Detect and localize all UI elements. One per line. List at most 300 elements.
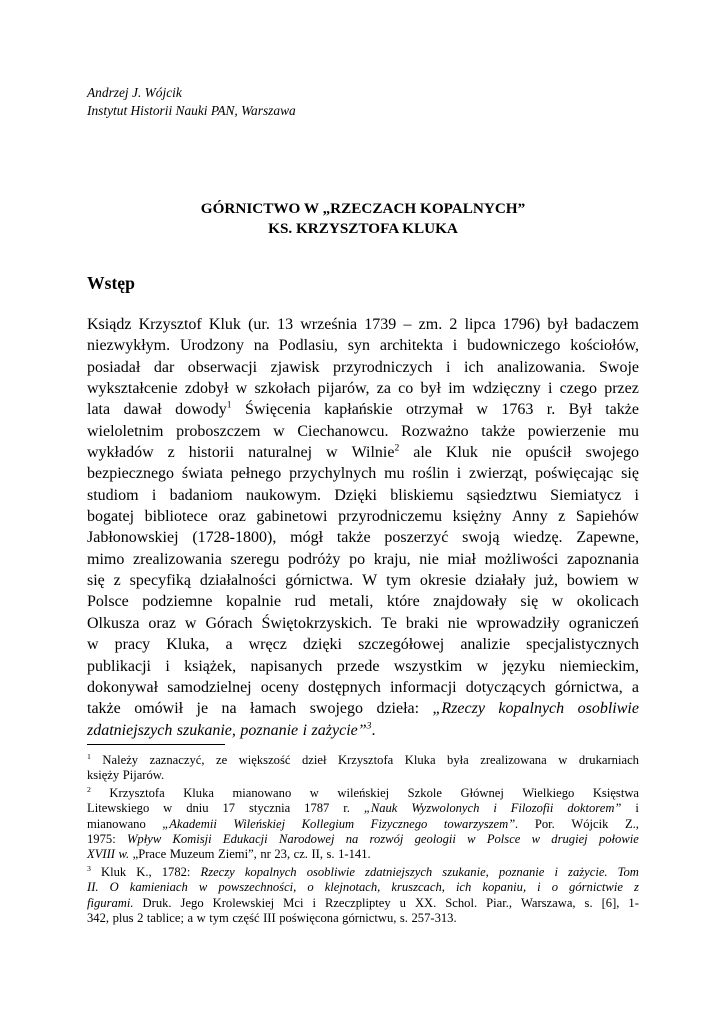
word: 1975: [87,831,116,846]
word: architekta [379,337,443,355]
word: wprowadziły [476,614,560,632]
word: z [558,508,566,526]
word: miał [447,550,476,568]
body-text-line [87,463,639,484]
body-text-line [87,570,639,591]
word: r. [343,801,350,816]
word: działalności [199,572,277,590]
word: „Nauk [363,801,398,816]
word: wręcz [248,636,287,654]
word: Należy [102,753,139,767]
word: Ksiądz [87,316,132,333]
word: Kluka [183,786,214,801]
word: swoją [462,529,500,547]
word: a [631,678,639,696]
word: kościołów, [570,337,639,355]
word: zrealizowana [480,753,547,767]
word: Krzysztofa [109,786,165,801]
word: (ur. [248,316,270,333]
footnote-line [87,896,639,911]
word: Rzeczy [200,865,235,880]
word: osobliwie [577,700,639,718]
word: (1728-1800), [192,529,277,547]
word: z [113,572,121,590]
word: cz. [293,847,308,862]
word: Siemiatycz [550,486,622,504]
word: Był [568,401,592,419]
footnote-line [87,865,639,880]
word: bliskiemu [390,486,454,504]
word: Jabłonowskiej [87,529,179,547]
footnote-2 [87,786,639,862]
paper-title [87,199,639,238]
word: podróży [288,550,341,568]
word: kopalnie [225,593,282,611]
word: kopalnych [498,700,565,718]
word: drugiej [551,831,588,846]
word: Druk. [142,895,172,910]
word: poznanie [240,721,299,739]
word: dzieł [301,753,327,767]
word: Wpływ [126,831,162,846]
word: pełnego [230,465,282,483]
footnote-marker: 1 [87,751,91,761]
word: także [605,401,639,419]
footnote-marker: 2 [394,442,400,454]
word: Pijarów. [122,768,165,783]
word: [6], [601,895,620,910]
word: i [547,380,553,398]
word: swojego [585,444,639,462]
word: w [627,572,639,590]
word: 2 [137,910,144,925]
word: wykładów [87,444,154,462]
word: bowiem [566,572,619,590]
word: Jego [180,895,204,910]
word: oraz [218,508,246,526]
word: zaznaczyć, [149,753,205,767]
word: plus [112,910,134,925]
word: je [196,700,209,718]
word: Narodowej [278,831,335,846]
word: rud [294,593,316,611]
word: poświęcona [279,910,339,925]
word: zjawisk [270,358,320,376]
body-text-line [87,720,639,741]
word: samodzielnej [167,678,252,696]
word: badaniom [169,486,233,504]
body-text-line [87,549,639,570]
word: doktorem” [567,801,622,816]
word: nie [447,614,468,632]
word: XVIII [87,847,115,862]
word: nie [491,444,512,462]
body-text-line [87,485,639,506]
word: za [376,380,391,398]
word: 342, [87,910,110,925]
word: przychylnych [289,465,377,483]
word: proboszczem [176,422,261,440]
word: towarzyszem”. [443,816,519,831]
word: w [198,880,208,895]
word: s. [399,910,408,925]
word: i [302,721,308,739]
word: Święcenia [244,401,311,419]
footnote-line [87,911,639,926]
word: specyfiką [129,572,191,590]
word: większość [238,753,291,767]
word: w [163,801,173,816]
word: ze [216,753,228,767]
word: i [452,337,458,355]
word: Krzysztofa [337,753,394,767]
word: książek, [184,657,237,675]
word: nie [419,550,439,568]
word: w [309,786,319,801]
footnote-marker: 3 [87,863,91,873]
word: Olkusza [87,614,140,632]
word: Piar., [486,895,512,910]
word: w [551,593,564,611]
word: obserwacji [187,358,258,376]
word: września [300,316,358,333]
word: otrzymał [406,401,463,419]
word: szukanie, [442,865,489,880]
word: studiom [87,486,139,504]
body-text-line [87,378,639,399]
word: zrealizowania [133,550,222,568]
word: i [446,358,451,376]
word: napisanych [250,657,323,675]
word: Litewskiego [87,801,150,816]
word: szkołach [254,380,311,398]
word: Wilnie$^2$ [351,442,400,462]
word: Anny [512,508,548,526]
word: naukowym. [245,486,322,504]
word: r. [546,401,556,419]
word: Świętokrzyskich. [261,614,373,632]
word: 1796) [502,316,541,333]
word: historii [188,444,235,462]
footnote-line [87,832,639,847]
body-text-line [87,506,639,527]
word: wszystkim [393,657,463,675]
word: ich [455,880,472,895]
word: Kluka, [166,636,210,654]
word: O [109,880,119,895]
word: dzieła: [376,700,420,718]
body-text-line [87,613,639,634]
word: swojego [309,700,364,718]
word: dawał [123,401,162,419]
word: szczegółowej [358,636,445,654]
word: Wileńskiej [233,816,286,831]
word: dniu [186,801,209,816]
word: przede [336,657,380,675]
word: wieloletnim [87,422,164,440]
word: mianowano [87,816,146,831]
word: II. [87,880,99,895]
footnote-separator [87,744,225,745]
word: kruszcach, [391,880,445,895]
word: ich [464,358,484,376]
word: czego [559,380,597,398]
word: górnictwa. [285,572,354,590]
word: analizie [460,636,511,654]
word: Sapiehów [575,508,639,526]
word: bibliotece [144,508,208,526]
word: dokonywał [87,678,159,696]
word: w [235,380,248,398]
word: powierzenie [527,422,606,440]
word: się [87,572,105,590]
word: zwierząt, [469,465,528,483]
word: i [312,895,316,910]
word: dostępnych [308,678,381,696]
section-heading: Wstęp [87,273,135,293]
word: zdatniejszych [365,865,433,880]
word: XX. [414,895,437,910]
word: tym [386,572,411,590]
word: W [362,572,378,590]
footnotes [87,753,639,929]
word: gabinetowi [256,508,328,526]
word: był [547,316,568,333]
body-text-line [87,421,639,442]
word: przyrodniczemu [338,508,443,526]
word: Kluk [100,865,127,880]
word: świata [181,465,223,483]
title-line-1: GÓRNICTWO W „RZECZACH KOPALNYCH” [200,200,526,217]
word: kraju, [373,550,411,568]
footnote-line [87,880,639,895]
word: także [87,700,121,718]
word: i [456,465,462,483]
word: Schol. [445,895,478,910]
word: część [232,910,260,925]
word: pijarów, [317,380,370,398]
word: tablice; [146,910,184,925]
footnote-line [87,817,639,832]
word: 1739 [364,316,397,333]
author-affiliation: Instytut Historii Nauki PAN, Warszawa [87,103,296,118]
word: księżny [452,508,502,526]
word: w [196,910,206,925]
word: przyrodniczych [333,358,433,376]
word: badaczem [575,316,639,333]
word: lipca [464,316,496,333]
footnote-3 [87,865,639,926]
word [87,753,91,768]
word: w [87,636,99,654]
word: metali, [329,593,374,611]
footnote-line [87,801,639,816]
word: wykształcenie [87,380,178,398]
word: mógł [290,529,324,547]
word: 2 [449,316,458,333]
word: „Akademii [162,816,217,831]
body-text-line [87,677,639,698]
word: tym [209,910,229,925]
word: księży [87,768,120,783]
word: pracy [114,636,151,654]
word: rozwój [369,831,404,846]
word: ograniczeń [568,614,639,632]
word: Księstwa [592,786,639,801]
footnote-line [87,768,639,783]
word: kopaniu, [482,880,527,895]
word: opuścił [525,444,572,462]
word: 1- [628,895,639,910]
word: możliwości [484,550,559,568]
word: oceny [260,678,299,696]
word: 1763 [501,401,534,419]
word: górnictwa, [554,678,623,696]
word: Kluk [208,316,241,333]
word: dzięki [302,636,342,654]
word: Ciechanowcu. [297,422,389,440]
word: Zapewne, [576,529,639,547]
word: i [151,486,157,504]
word: budowniczego [467,337,561,355]
word: Rzeczpliptey [324,895,391,910]
word: także [481,422,516,440]
footnote-marker: 1 [226,400,232,412]
word: co [398,380,414,398]
word: okresie [419,572,467,590]
word: braki [405,614,439,632]
word: analizowania. [497,358,586,376]
word: publikacji [87,657,151,675]
word: łamach [250,700,297,718]
word: zażycie”$^3$. [311,720,376,739]
word: Te [381,614,397,632]
word: bogatej [87,508,135,526]
word: i [493,801,497,816]
word: figurami. [87,895,134,910]
word: – [403,316,412,333]
author-name: Andrzej J. Wójcik [87,85,182,100]
word: Szkole [407,786,442,801]
word: które [386,593,420,611]
footnote-line [87,847,639,862]
word: Tom [617,865,639,880]
word: także [336,529,371,547]
footnote-marker: 2 [87,784,91,794]
word: lata [87,401,111,419]
footnote-marker: 3 [366,720,372,732]
word: ale [413,444,432,462]
word: Swoje [599,358,639,376]
word: Edukacji [222,831,268,846]
word: szeregu [230,550,280,568]
word: i [537,880,541,895]
word: stycznia [248,801,291,816]
word: Komisji [172,831,212,846]
word [87,786,91,801]
footnote-1 [87,753,639,784]
word: syn [347,337,370,355]
word: wiedzę. [513,529,563,547]
word: w [184,614,197,632]
word: dotyczących [465,678,546,696]
word: zdobył [184,380,229,398]
word: niezwykłym. [87,337,171,355]
body-text-line [87,442,639,463]
footnote-line [87,786,639,801]
word: z [633,880,639,895]
word: połowie [598,831,639,846]
word [87,865,91,880]
word: się [621,465,639,483]
word: zdatniejszych [87,721,173,739]
word: dar [153,358,175,376]
word: górnictwu, [342,910,397,925]
word: Ziemi”, [218,847,257,862]
word: poszerzyć [384,529,449,547]
word: okolicach [576,593,639,611]
body-paragraph [87,314,639,741]
word: w [531,831,541,846]
word: Muzeum [169,847,215,862]
word: u [399,895,406,910]
word: Wyzwolonych [411,801,480,816]
word: wdzięczny [472,380,541,398]
word: 1-141. [338,847,371,862]
word: z [167,444,175,462]
word: Podlasiu, [278,337,338,355]
word: specjalistycznych [526,636,639,654]
word: kapłańskie [324,401,393,419]
word: znajdowały [433,593,507,611]
word: mianowano [232,786,292,801]
word: Głównej [460,786,504,801]
word: 1787 [304,801,330,816]
word: 1782: [161,865,191,880]
word: poznanie [498,865,545,880]
word: kopalnych [244,865,297,880]
word: już, [534,572,559,590]
word: 257-313. [411,910,457,925]
word: Polsce [486,831,521,846]
word: III [263,910,276,925]
word: języku [502,657,546,675]
word: poświęcając [535,465,614,483]
word: na [221,700,237,718]
word: dowody$^1$ [175,400,232,419]
word: na [345,831,359,846]
body-text-line [87,314,639,335]
word: mimo [87,550,125,568]
word: „Rzeczy [432,700,485,718]
word: i [554,865,558,880]
word: w [558,753,568,767]
word: na [253,337,269,355]
word: po [349,550,366,568]
word: 17 [222,801,236,816]
word: nr [260,847,271,862]
word: szukanie, [176,721,236,739]
word: klejnotach, [324,880,381,895]
word: w. [118,847,130,862]
word: niemieckim, [559,657,639,675]
author-block [87,84,647,120]
word: Z., [624,816,639,831]
word: był [420,380,441,398]
word: o [307,880,314,895]
word: Wójcik [571,816,609,831]
body-text-line [87,357,639,378]
